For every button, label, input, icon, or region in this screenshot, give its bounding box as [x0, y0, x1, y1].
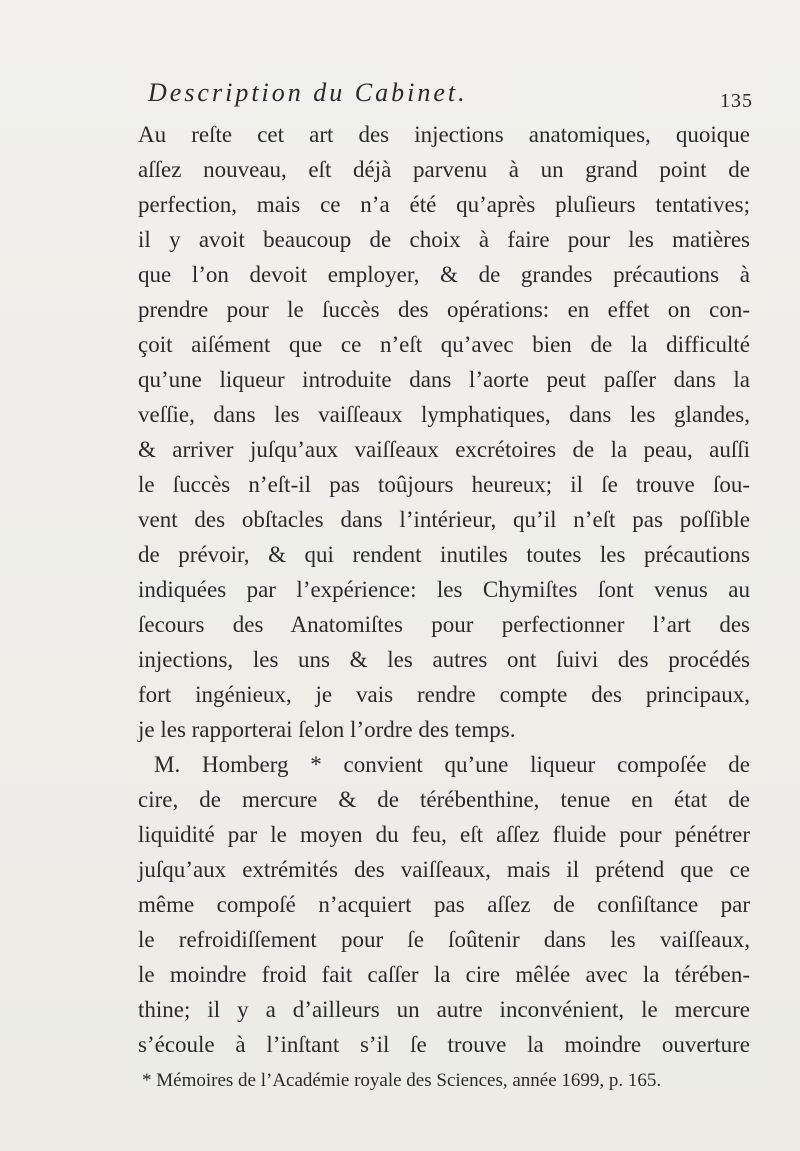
text-line: cire, de mercure & de térébenthine, tenue en état de: [138, 787, 750, 812]
text-line: Au reſte cet art des injections anatomiques, quoique: [138, 122, 750, 147]
text-line: de prévoir, & qui rendent inutiles toutes les précautions: [138, 542, 750, 567]
text-line: je les rapporterai ſelon l’ordre des temps.: [138, 717, 516, 742]
text-line: ſecours des Anatomiſtes pour perfectionner l’art des: [138, 612, 750, 637]
running-title: Description du Cabinet.: [148, 78, 468, 107]
text-line: perfection, mais ce n’a été qu’après pluſieurs tentatives;: [138, 192, 750, 217]
text-line: que l’on devoit employer, & de grandes précautions à: [138, 262, 750, 287]
text-line: & arriver juſqu’aux vaiſſeaux excrétoires de la peau, auſſi: [138, 437, 750, 462]
text-line: juſqu’aux extrémités des vaiſſeaux, mais il prétend que ce: [138, 857, 750, 882]
footnote: * Mémoires de l’Académie royale des Sciences, année 1699, p. 165.: [142, 1070, 662, 1091]
text-line: fort ingénieux, je vais rendre compte des principaux,: [138, 682, 750, 707]
page-number: 135: [720, 90, 753, 112]
text-line: le moindre froid fait caſſer la cire mêlée avec la térében-: [138, 962, 750, 987]
text-line: il y avoit beaucoup de choix à faire pour les matières: [138, 227, 750, 252]
text-line: prendre pour le ſuccès des opérations: en effet on con-: [138, 297, 750, 322]
text-line: thine; il y a d’ailleurs un autre inconvénient, le mercure: [138, 997, 750, 1022]
text-line: indiquées par l’expérience: les Chymiſtes ſont venus au: [138, 577, 750, 602]
text-line: veſſie, dans les vaiſſeaux lymphatiques, dans les glandes,: [138, 402, 750, 427]
page-header: [148, 78, 753, 118]
text-line: qu’une liqueur introduite dans l’aorte peut paſſer dans la: [138, 367, 750, 392]
text-line: s’écoule à l’inſtant s’il ſe trouve la moindre ouverture: [138, 1032, 750, 1057]
text-line: aſſez nouveau, eſt déjà parvenu à un grand point de: [138, 157, 750, 182]
text-line: M. Homberg * convient qu’une liqueur compoſée de: [154, 752, 750, 777]
text-line: vent des obſtacles dans l’intérieur, qu’il n’eſt pas poſſible: [138, 507, 750, 532]
text-line: le ſuccès n’eſt-il pas toûjours heureux; il ſe trouve ſou-: [138, 472, 750, 497]
text-line: même compoſé n’acquiert pas aſſez de conſiſtance par: [138, 892, 750, 917]
main-text: [138, 120, 750, 1120]
text-line: liquidité par le moyen du feu, eſt aſſez fluide pour pénétrer: [138, 822, 750, 847]
text-line: le refroidiſſement pour ſe ſoûtenir dans les vaiſſeaux,: [138, 927, 750, 952]
text-line: çoit aiſément que ce n’eſt qu’avec bien de la difficulté: [138, 332, 750, 357]
text-line: injections, les uns & les autres ont ſuivi des procédés: [138, 647, 750, 672]
